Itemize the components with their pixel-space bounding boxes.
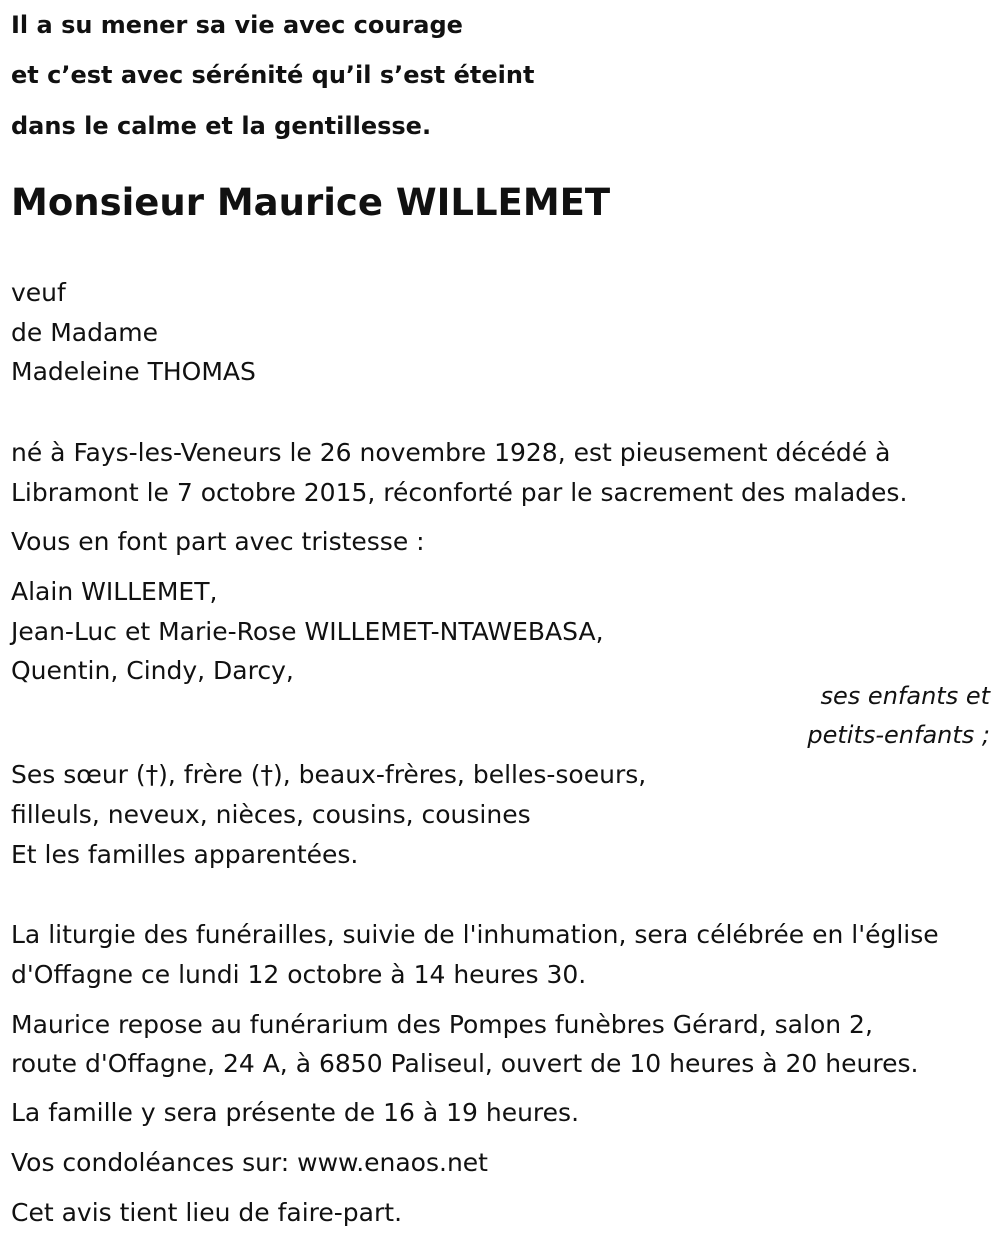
funerarium-line-2: route d'Offagne, 24 A, à 6850 Paliseul, ouvert de 10 heures à 20 heures.	[11, 1049, 919, 1078]
birth-death-line-1: né à Fays-les-Veneurs le 26 novembre 1928, est pieusement décédé à	[11, 438, 891, 467]
widower-line-1: veuf	[11, 278, 66, 307]
deceased-name: Monsieur Maurice WILLEMET	[11, 181, 611, 224]
intro-line-2: et c’est avec sérénité qu’il s’est éteint	[11, 61, 535, 89]
birth-death-line-2: Libramont le 7 octobre 2015, réconforté par le sacrement des malades.	[11, 478, 908, 507]
relatives-line-1: Ses sœur (†), frère (†), beaux-frères, belles-soeurs,	[11, 760, 647, 789]
family-presence-text: La famille y sera présente de 16 à 19 heures.	[11, 1098, 580, 1127]
child-line-2: Jean-Luc et Marie-Rose WILLEMET-NTAWEBASA,	[11, 617, 604, 646]
intro-line-1: Il a su mener sa vie avec courage	[11, 11, 463, 39]
widower-line-3: Madeleine THOMAS	[11, 357, 256, 386]
relatives-line-3: Et les familles apparentées.	[11, 840, 359, 869]
child-line-1: Alain WILLEMET,	[11, 577, 218, 606]
child-line-3: Quentin, Cindy, Darcy,	[11, 656, 294, 685]
closing-text: Cet avis tient lieu de faire-part.	[11, 1198, 403, 1227]
announce-text: Vous en font part avec tristesse :	[11, 527, 425, 556]
funerarium-line-1: Maurice repose au funérarium des Pompes funèbres Gérard, salon 2,	[11, 1010, 873, 1039]
intro-line-3: dans le calme et la gentillesse.	[11, 112, 432, 140]
relatives-line-2: filleuls, neveux, nièces, cousins, cousines	[11, 800, 531, 829]
children-role-line-1: ses enfants et	[820, 682, 990, 710]
liturgy-line-2: d'Offagne ce lundi 12 octobre à 14 heures 30.	[11, 960, 587, 989]
children-role-line-2: petits-enfants ;	[807, 721, 990, 749]
widower-line-2: de Madame	[11, 318, 159, 347]
condolences-text: Vos condoléances sur: www.enaos.net	[11, 1148, 488, 1177]
liturgy-line-1: La liturgie des funérailles, suivie de l'inhumation, sera célébrée en l'église	[11, 920, 939, 949]
